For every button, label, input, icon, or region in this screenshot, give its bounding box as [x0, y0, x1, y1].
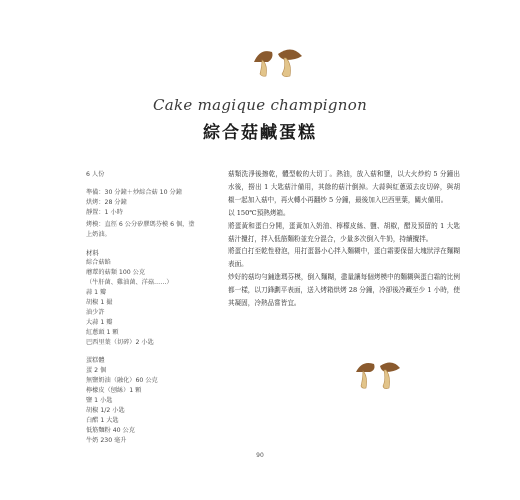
ingredient-item: 無鹽奶油（融化）60 公克 — [86, 377, 158, 384]
equipment-line-2: 上奶油。 — [86, 231, 111, 238]
equipment-line-1: 烤模：直徑 6 公分矽膠瑪芬模 6 個，塗 — [86, 221, 195, 228]
ingredient-item: （牛肝菌、雞油菌、洋菇……） — [86, 279, 173, 286]
ingredient-item: 油少許 — [86, 309, 105, 316]
ingredient-item: 蒜 1 瓣 — [86, 289, 107, 296]
recipe-sidebar — [86, 170, 206, 446]
ingredient-item: 紅蔥頭 1 顆 — [86, 329, 119, 336]
servings: 6 人份 — [86, 171, 105, 178]
ingredient-item: 檸檬皮（刨絲）1 顆 — [86, 387, 142, 394]
step-paragraph: 將蛋黃和蛋白分開，蛋黃加入奶油、檸檬皮絲、鹽、胡椒，醋及預留的 1 大匙菇汁攪打，拌入低筋麵粉並充分混合，少量多次倒入牛奶，持續攪拌。 — [228, 221, 460, 243]
ingredient-item: 鹽 1 小匙 — [86, 397, 113, 404]
step-paragraph: 以 150℃預熱烤箱。 — [228, 208, 290, 217]
bake-time: 烘烤：28 分鐘 — [86, 199, 127, 206]
ingredient-item: 白醋 1 大匙 — [86, 417, 119, 424]
mushroom-icon — [352, 356, 404, 394]
ingredient-item: 蘑蕈的菇類 100 公克 — [86, 269, 146, 276]
ingredient-item: 胡椒 1/2 小匙 — [86, 407, 125, 414]
recipe-subtitle: Cake magique champignon — [152, 96, 368, 114]
step-paragraph: 菇類洗淨後擦乾，體型較的大切丁。熱油，放入菇和鹽，以大火炒約 5 分鐘出水後，撈出 1 大匙菇汁備用，其餘的菇汁倒掉。大蒜與紅蔥頭去皮切碎，與胡椒一起加入菇中，再火轉小再翻炒 5 分鐘，最後加入巴西里葉，關火備用。 — [228, 170, 460, 204]
prep-time: 準備：30 分鐘＋炒綜合菇 10 分鐘 — [86, 189, 182, 196]
mushroom-icon — [248, 42, 306, 82]
page-number: 90 — [256, 452, 264, 459]
ingredient-item: 蛋糕體 — [86, 357, 105, 364]
rest-time: 靜置：1 小時 — [86, 209, 123, 216]
ingredient-item: 蛋 2 個 — [86, 367, 107, 374]
ingredient-item: 胡椒 1 撮 — [86, 299, 113, 306]
ingredient-item: 低筋麵粉 40 公克 — [86, 427, 135, 434]
recipe-steps — [228, 168, 460, 310]
ingredient-item: 巴西里葉（切碎）2 小匙 — [86, 339, 154, 346]
ingredients-heading: 材料 — [86, 249, 99, 257]
recipe-title: 綜合菇鹹蛋糕 — [203, 123, 317, 143]
step-paragraph: 將蛋白打至乾性發泡，用打蛋器小心拌入麵糊中，蛋白霜要保留大塊狀浮在麵糊表面。 — [228, 247, 460, 269]
ingredient-item: 牛奶 230 毫升 — [86, 437, 127, 444]
ingredient-item: 大蒜 1 瓣 — [86, 319, 113, 326]
step-paragraph: 炒好的菇均勻鋪進瑪芬模，倒入麵糊，盡量讓每個烤模中的麵糊與蛋白霜的比例都一樣，以刀鋒劃平表面，送入烤箱烘烤 28 分鐘，冷卻後冷藏至少 1 小時，使其凝固，冷熱品嘗皆宜。 — [228, 273, 460, 308]
ingredient-item: 綜合菇餡 — [86, 259, 111, 266]
